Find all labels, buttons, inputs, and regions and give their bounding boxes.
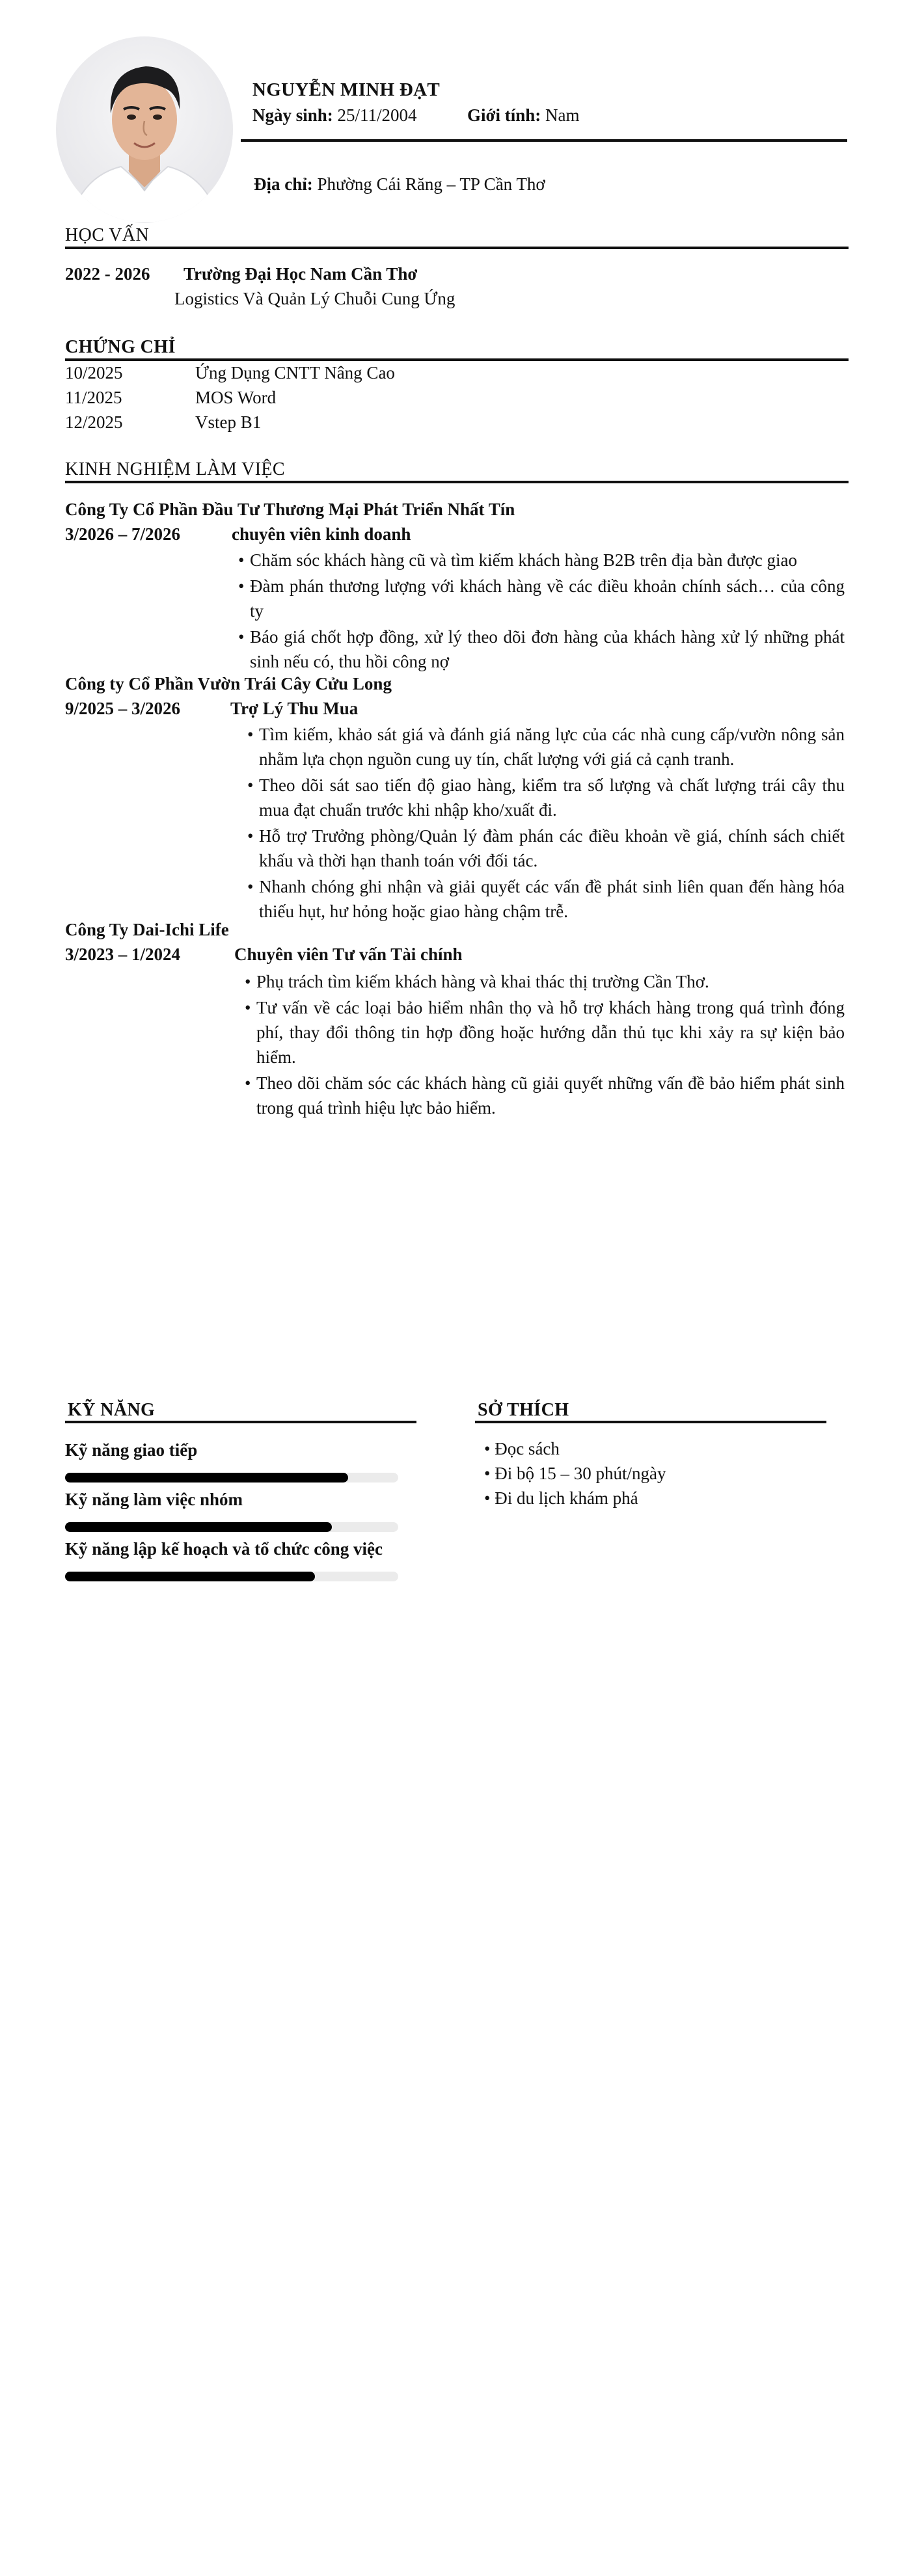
- hobby-item: • Đi du lịch khám phá: [484, 1488, 638, 1508]
- job-bullet: • Nhanh chóng ghi nhận và giải quyết các vấn đề phát sinh liên quan đến hàng hóa thiếu hụt, hư hỏng hoặc giao hàng chậm trễ.: [247, 874, 845, 924]
- portrait-image: [56, 36, 233, 222]
- certificate-date: 11/2025: [65, 388, 122, 407]
- hobbies-title: SỞ THÍCH: [478, 1400, 569, 1420]
- job-bullets: [245, 969, 845, 1121]
- candidate-name: NGUYỄN MINH ĐẠT: [252, 79, 441, 100]
- education-title: HỌC VẤN: [65, 225, 150, 245]
- job-bullet: • Đàm phán thương lượng với khách hàng về các điều khoản chính sách… của công ty: [238, 574, 845, 623]
- job-role: Chuyên viên Tư vấn Tài chính: [234, 945, 463, 964]
- job-bullet: • Phụ trách tìm kiếm khách hàng và khai thác thị trường Cần Thơ.: [245, 969, 845, 994]
- education-school: Trường Đại Học Nam Cần Thơ: [184, 264, 418, 284]
- skills-divider: [65, 1421, 416, 1423]
- skill-bar-fill: [65, 1522, 332, 1532]
- gender-label: Giới tính:: [467, 105, 541, 125]
- skill-bar-fill: [65, 1572, 315, 1581]
- certificates-title: CHỨNG CHỈ: [65, 337, 176, 357]
- address-value: Phường Cái Răng – TP Cần Thơ: [317, 174, 545, 194]
- address-line: [254, 174, 545, 195]
- certificate-date: 12/2025: [65, 412, 123, 432]
- skill-bar-fill: [65, 1473, 348, 1483]
- address-label: Địa chỉ:: [254, 174, 313, 194]
- avatar-photo: [56, 36, 233, 222]
- experience-divider: [65, 481, 849, 483]
- education-divider: [65, 247, 849, 249]
- skill-label: Kỹ năng giao tiếp: [65, 1440, 198, 1460]
- job-bullet: • Theo dõi chăm sóc các khách hàng cũ giải quyết những vấn đề bảo hiểm phát sinh trong quá trình hiệu lực bảo hiểm.: [245, 1071, 845, 1120]
- skill-bar-track: [65, 1522, 398, 1532]
- job-bullet: • Tư vấn về các loại bảo hiểm nhân thọ và hỗ trợ khách hàng trong quá trình đóng phí, thay đổi thông tin hợp đồng hoặc hướng dẫn thủ tục khi xảy ra sự kiện bảo hiểm.: [245, 995, 845, 1069]
- job-company: Công Ty Dai-Ichi Life: [65, 920, 229, 939]
- dob-value: 25/11/2004: [337, 105, 417, 125]
- skill-bar-track: [65, 1473, 398, 1483]
- personal-info-line: [252, 105, 580, 126]
- certificate-date: 10/2025: [65, 363, 123, 382]
- experience-title: KINH NGHIỆM LÀM VIỆC: [65, 459, 286, 479]
- job-bullets: [238, 548, 845, 675]
- skill-label: Kỹ năng làm việc nhóm: [65, 1490, 243, 1509]
- job-bullets: [247, 722, 845, 925]
- job-role: Trợ Lý Thu Mua: [230, 699, 359, 718]
- job-bullet: • Chăm sóc khách hàng cũ và tìm kiếm khách hàng B2B trên địa bàn được giao: [238, 548, 845, 572]
- skills-title: KỸ NĂNG: [68, 1400, 156, 1420]
- job-bullet: • Báo giá chốt hợp đồng, xử lý theo dõi đơn hàng của khách hàng xử lý những phát sinh nếu có, thu hồi công nợ: [238, 624, 845, 674]
- job-period: 3/2026 – 7/2026: [65, 524, 181, 544]
- education-period: 2022 - 2026: [65, 264, 150, 284]
- job-period: 3/2023 – 1/2024: [65, 945, 181, 964]
- job-bullet: • Hỗ trợ Trưởng phòng/Quản lý đàm phán các điều khoản về giá, chính sách chiết khấu và thời hạn thanh toán với đối tác.: [247, 824, 845, 873]
- skill-bar-track: [65, 1572, 398, 1581]
- header-divider: [241, 139, 847, 142]
- certificate-name: MOS Word: [195, 388, 277, 407]
- skill-label: Kỹ năng lập kế hoạch và tổ chức công việc: [65, 1539, 383, 1559]
- hobby-item: • Đọc sách: [484, 1439, 560, 1458]
- education-major: Logistics Và Quản Lý Chuỗi Cung Ứng: [174, 289, 456, 308]
- certificate-name: Vstep B1: [195, 412, 262, 432]
- job-bullet: • Tìm kiếm, khảo sát giá và đánh giá năng lực của các nhà cung cấp/vườn nông sản nhằm lựa chọn nguồn cung uy tín, chất lượng với giá cả cạnh tranh.: [247, 722, 845, 771]
- job-bullet: • Theo dõi sát sao tiến độ giao hàng, kiểm tra số lượng và chất lượng trái cây thu mua đạt chuẩn trước khi nhập kho/xuất đi.: [247, 773, 845, 822]
- job-company: Công ty Cổ Phần Vườn Trái Cây Cửu Long: [65, 674, 392, 693]
- dob-label: Ngày sinh:: [252, 105, 333, 125]
- job-company: Công Ty Cổ Phần Đầu Tư Thương Mại Phát Triển Nhất Tín: [65, 500, 515, 519]
- job-role: chuyên viên kinh doanh: [232, 524, 411, 544]
- certificates-divider: [65, 358, 849, 361]
- gender-value: Nam: [545, 105, 580, 125]
- hobby-item: • Đi bộ 15 – 30 phút/ngày: [484, 1464, 666, 1483]
- certificate-name: Ứng Dụng CNTT Nâng Cao: [195, 363, 395, 382]
- hobbies-divider: [475, 1421, 826, 1423]
- job-period: 9/2025 – 3/2026: [65, 699, 181, 718]
